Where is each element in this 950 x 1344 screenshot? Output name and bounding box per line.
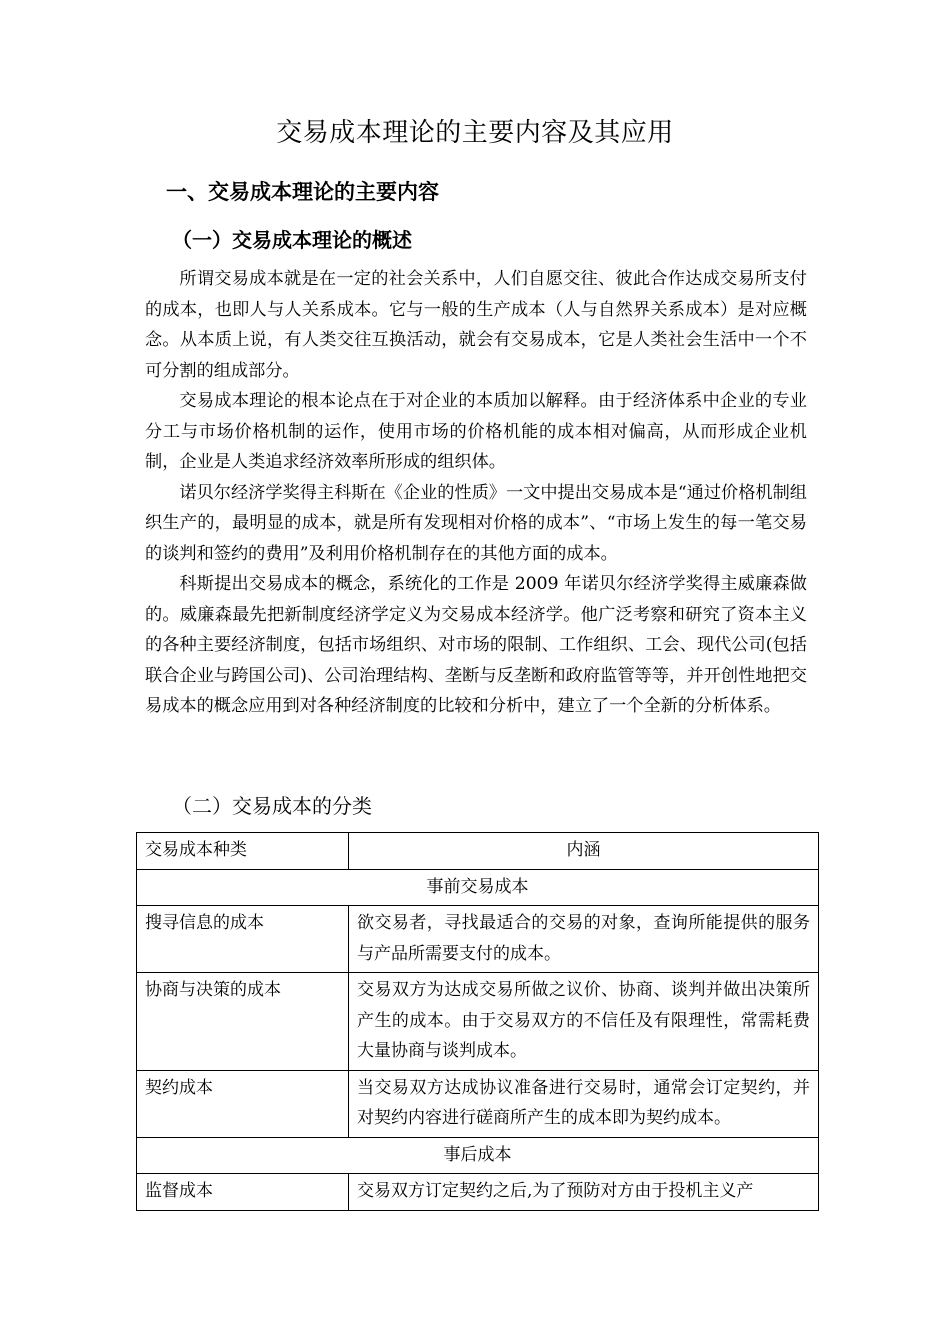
- section-ex-post: 事后成本: [137, 1137, 819, 1174]
- subsection-heading-classification: （二）交易成本的分类: [172, 794, 372, 818]
- row-type: 契约成本: [137, 1070, 349, 1137]
- row-content: 交易双方为达成交易所做之议价、协商、谈判并做出决策所产生的成本。由于交易双方的不信任及有限理性，常需耗费大量协商与谈判成本。: [349, 973, 819, 1071]
- row-type: 协商与决策的成本: [137, 973, 349, 1071]
- table-row: [137, 1174, 819, 1211]
- overview-paragraphs: [145, 264, 807, 722]
- paragraph-coase: 诺贝尔经济学奖得主科斯在《企业的性质》一文中提出交易成本是“通过价格机制组织生产的，最明显的成本，就是所有发现相对价格的成本”、“市场上发生的每一笔交易的谈判和签约的费用”及利用价格机制存在的其他方面的成本。: [145, 482, 807, 564]
- table-row: [137, 1070, 819, 1137]
- row-content: 当交易双方达成协议准备进行交易时，通常会订定契约，并对契约内容进行磋商所产生的成本即为契约成本。: [349, 1070, 819, 1137]
- table-header-row: [137, 833, 819, 870]
- section-heading-main-content: 一、交易成本理论的主要内容: [166, 180, 439, 204]
- classification-table-wrapper: [136, 832, 818, 1211]
- row-content: 欲交易者，寻找最适合的交易的对象，查询所能提供的服务与产品所需要支付的成本。: [349, 906, 819, 973]
- classification-table: [136, 832, 819, 1211]
- row-type: 搜寻信息的成本: [137, 906, 349, 973]
- table-section-row: [137, 869, 819, 906]
- table-row: [137, 906, 819, 973]
- paragraph-firm-nature: 交易成本理论的根本论点在于对企业的本质加以解释。由于经济体系中企业的专业分工与市场价格机制的运作，使用市场的价格机能的成本相对偏高，从而形成企业机制，企业是人类追求经济效率所形成的组织体。: [145, 391, 807, 472]
- header-content: 内涵: [349, 833, 819, 870]
- table-row: [137, 973, 819, 1071]
- table-section-row: [137, 1137, 819, 1174]
- header-type: 交易成本种类: [137, 833, 349, 870]
- document-title: 交易成本理论的主要内容及其应用: [276, 118, 674, 148]
- row-type: 监督成本: [137, 1174, 349, 1211]
- paragraph-definition: 所谓交易成本就是在一定的社会关系中，人们自愿交往、彼此合作达成交易所支付的成本，也即人与人关系成本。它与一般的生产成本（人与自然界关系成本）是对应概念。从本质上说，有人类交往互换活动，就会有交易成本，它是人类社会生活中一个不可分割的组成部分。: [145, 269, 807, 381]
- subsection-heading-overview: （一）交易成本理论的概述: [172, 228, 412, 252]
- section-ex-ante: 事前交易成本: [137, 869, 819, 906]
- paragraph-williamson: 科斯提出交易成本的概念，系统化的工作是 2009 年诺贝尔经济学奖得主威廉森做的。威廉森最先把新制度经济学定义为交易成本经济学。他广泛考察和研究了资本主义的各种主要经济制度，包括市场组织、对市场的限制、工作组织、工会、现代公司(包括联合企业与跨国公司)、公司治理结构、垄断与反垄断和政府监管等等，并开创性地把交易成本的概念应用到对各种经济制度的比较和分析中，建立了一个全新的分析体系。: [145, 574, 807, 716]
- row-content: 交易双方订定契约之后,为了预防对方由于投机主义产: [349, 1174, 819, 1211]
